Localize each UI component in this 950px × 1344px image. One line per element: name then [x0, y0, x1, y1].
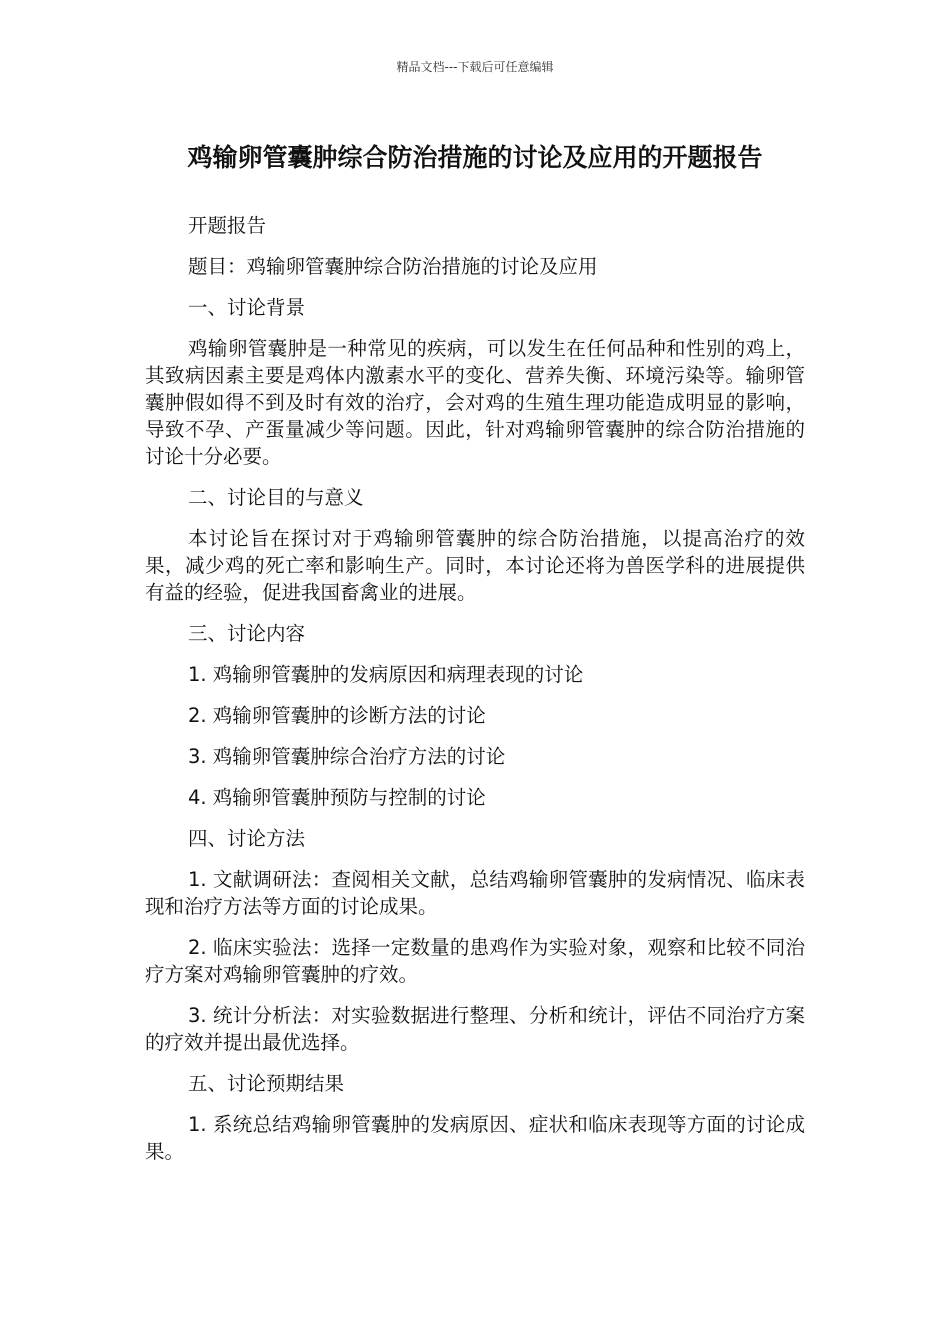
content-item-2: 2. 鸡输卵管囊肿的诊断方法的讨论	[188, 704, 486, 727]
section-heading-background: 一、讨论背景	[188, 296, 306, 319]
section-heading-methods: 四、讨论方法	[188, 827, 306, 850]
method-item-1: 1. 文献调研法：查阅相关文献，总结鸡输卵管囊肿的发病情况、临床表现和治疗方法等方面的讨论成果。	[145, 868, 805, 918]
section-heading-purpose: 二、讨论目的与意义	[188, 486, 364, 509]
method-item-2: 2. 临床实验法：选择一定数量的患鸡作为实验对象，观察和比较不同治疗方案对鸡输卵管囊肿的疗效。	[145, 936, 805, 986]
paragraph-background: 鸡输卵管囊肿是一种常见的疾病，可以发生在任何品种和性别的鸡上，其致病因素主要是鸡体内激素水平的变化、营养失衡、环境污染等。输卵管囊肿假如得不到及时有效的治疗，会对鸡的生殖生理功能造成明显的影响，导致不孕、产蛋量减少等问题。因此，针对鸡输卵管囊肿的综合防治措施的讨论十分必要。	[145, 337, 805, 468]
content-item-4: 4. 鸡输卵管囊肿预防与控制的讨论	[188, 786, 486, 809]
content-item-3: 3. 鸡输卵管囊肿综合治疗方法的讨论	[188, 745, 506, 768]
document-body	[145, 212, 805, 1175]
document-title: 鸡输卵管囊肿综合防治措施的讨论及应用的开题报告	[187, 143, 763, 172]
result-item-1: 1. 系统总结鸡输卵管囊肿的发病原因、症状和临床表现等方面的讨论成果。	[145, 1113, 805, 1163]
section-heading-expected-results: 五、讨论预期结果	[188, 1072, 345, 1095]
method-item-3: 3. 统计分析法：对实验数据进行整理、分析和统计，评估不同治疗方案的疗效并提出最优选择。	[145, 1004, 805, 1054]
paragraph-purpose: 本讨论旨在探讨对于鸡输卵管囊肿的综合防治措施，以提高治疗的效果，减少鸡的死亡率和影响生产。同时，本讨论还将为兽医学科的进展提供有益的经验，促进我国畜禽业的进展。	[145, 527, 805, 604]
content-item-1: 1. 鸡输卵管囊肿的发病原因和病理表现的讨论	[188, 663, 584, 686]
header-note: 精品文档---下载后可任意编辑	[396, 60, 554, 74]
section-heading-content: 三、讨论内容	[188, 622, 306, 645]
paragraph-topic: 题目：鸡输卵管囊肿综合防治措施的讨论及应用	[188, 255, 598, 278]
paragraph-report-label: 开题报告	[188, 214, 267, 237]
